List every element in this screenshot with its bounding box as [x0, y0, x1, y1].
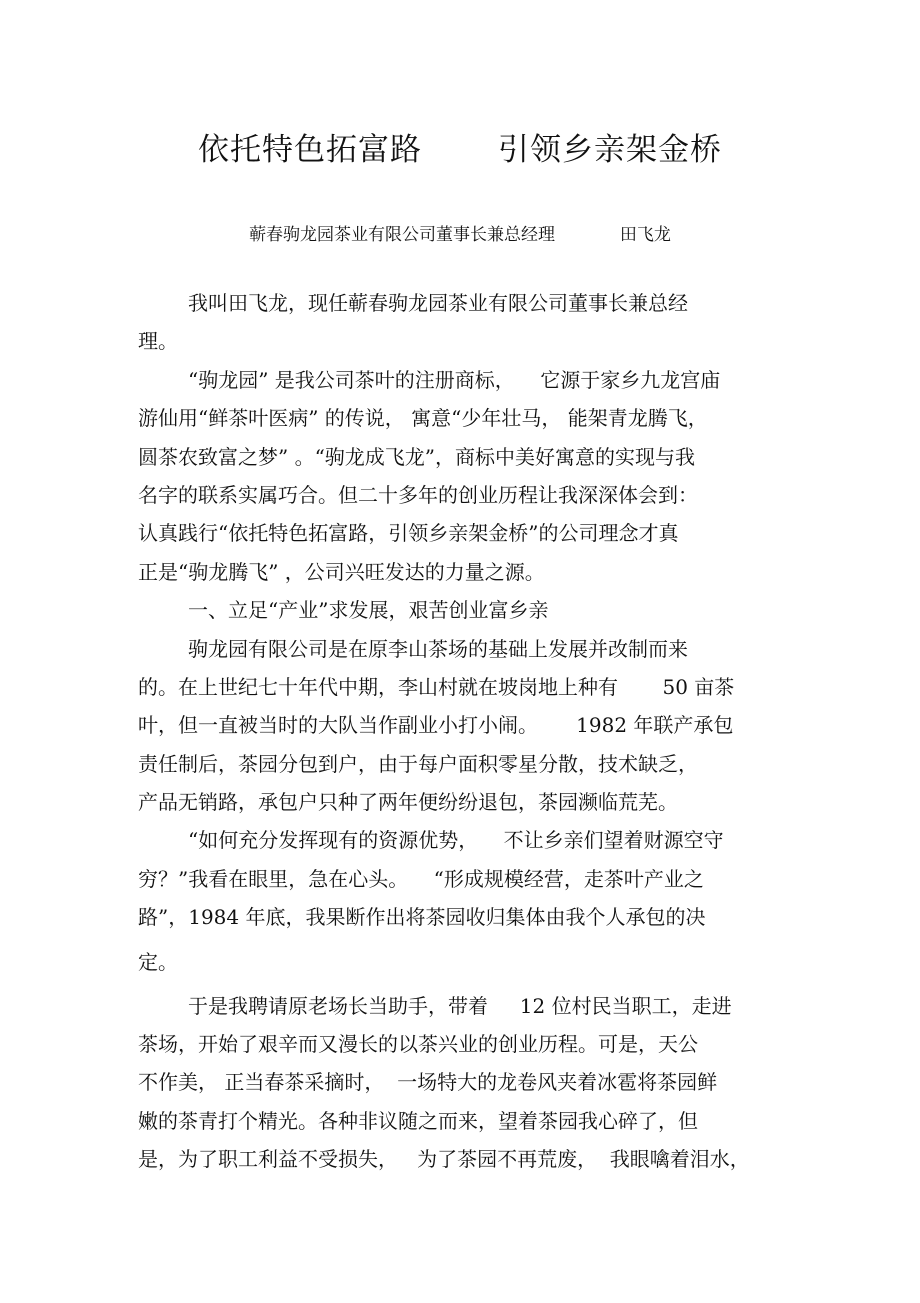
body-line: 驹龙园有限公司是在原李山茶场的基础上发展并改制而来: [188, 636, 688, 661]
body-line: 茶场，开始了艰辛而又漫长的以茶兴业的创业历程。可是，天公: [138, 1032, 698, 1057]
body-line: 路”，1984 年底，我果断作出将茶园收归集体由我个人承包的决: [138, 905, 706, 930]
body-line: 叶，但一直被当时的大队当作副业小打小闹。 1982 年联产承包: [138, 713, 734, 738]
body-line: 圆茶农致富之梦” 。“驹龙成飞龙”，商标中美好寓意的实现与我: [138, 444, 696, 469]
body-line: 的。在上世纪七十年代中期，李山村就在坡岗地上种有 50 亩茶: [138, 674, 735, 699]
body-line: 游仙用“鲜茶叶医病” 的传说， 寓意“少年壮马， 能架青龙腾飞，: [138, 406, 708, 431]
body-line: 责任制后，茶园分包到户，由于每户面积零星分散，技术缺乏，: [138, 751, 698, 776]
body-line: 嫩的茶青打个精光。各种非议随之而来，望着茶园我心碎了，但: [138, 1108, 698, 1133]
body-line: 名字的联系实属巧合。但二十多年的创业历程让我深深体会到：: [138, 482, 698, 507]
section-heading: 一、立足“产业”求发展，艰苦创业富乡亲: [188, 598, 549, 623]
body-line: 认真践行“依托特色拓富路，引领乡亲架金桥”的公司理念才真: [138, 521, 679, 546]
document-body: [138, 284, 788, 1179]
body-line: 正是“驹龙腾飞” ，公司兴旺发达的力量之源。: [138, 559, 545, 584]
body-line: 产品无销路，承包户只种了两年便纷纷退包，茶园濒临荒芜。: [138, 790, 678, 815]
document-subtitle: 蕲春驹龙园茶业有限公司董事长兼总经理 田飞龙: [249, 225, 671, 245]
body-line: 理。: [138, 329, 178, 354]
body-line: 定。: [138, 949, 178, 974]
body-line: 于是我聘请原老场长当助手，带着 12 位村民当职工，走进: [188, 993, 732, 1018]
body-line: “驹龙园” 是我公司茶叶的注册商标， 它源于家乡九龙宫庙: [188, 367, 721, 392]
body-line: 是，为了职工利益不受损失， 为了茶园不再荒废， 我眼噙着泪水，: [138, 1147, 750, 1172]
document-title: 依托特色拓富路 引领乡亲架金桥: [198, 132, 722, 168]
body-line: 穷？”我看在眼里，急在心头。 “形成规模经营，走茶叶产业之: [138, 866, 704, 891]
body-line: 我叫田飞龙，现任蕲春驹龙园茶业有限公司董事长兼总经: [188, 291, 688, 315]
body-line: 不作美， 正当春茶采摘时， 一场特大的龙卷风夹着冰雹将茶园鲜: [138, 1070, 718, 1095]
body-line: “如何充分发挥现有的资源优势， 不让乡亲们望着财源空守: [188, 828, 724, 853]
